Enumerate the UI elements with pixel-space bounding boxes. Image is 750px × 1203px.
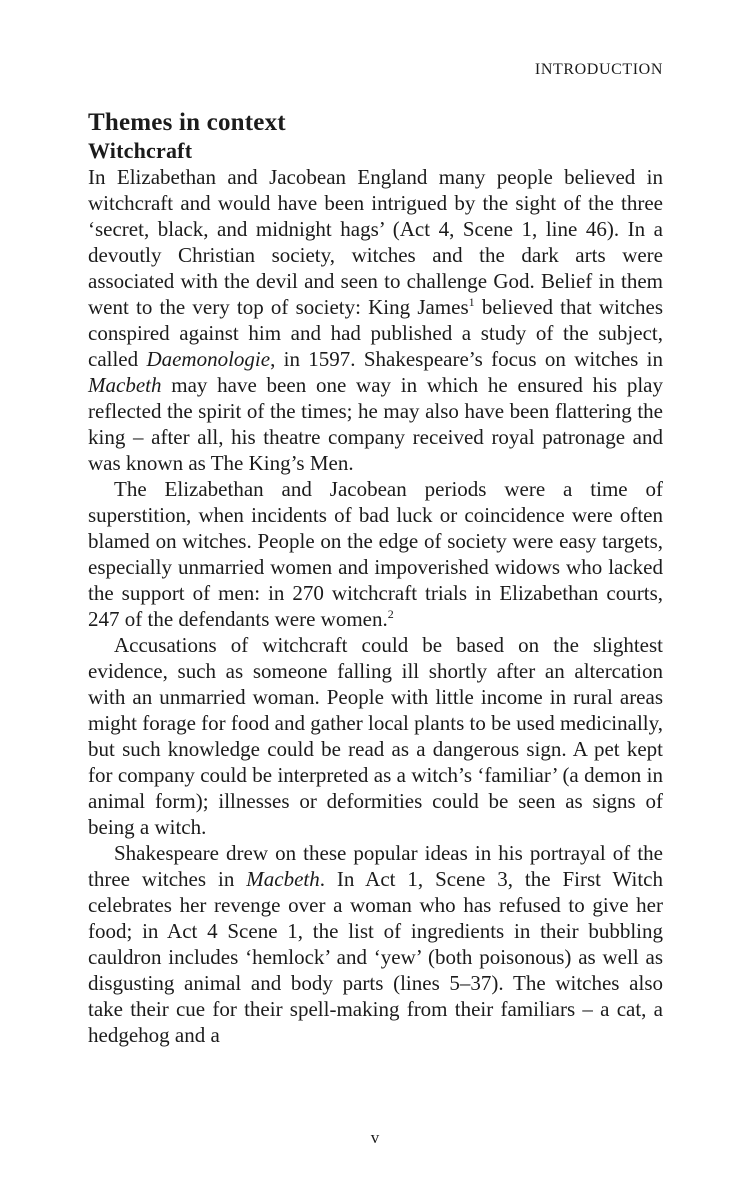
body-text	[88, 164, 663, 1048]
text-run: Daemonologie	[146, 347, 271, 371]
text-run: In Elizabethan and Jacobean England many people believed in witchcraft and would have been intrigued by the sight of the three ‘secret, black, and midnight hags’ (Act 4, Scene 1, line 46). In a devoutly Christian society, witches and the dark arts were associated with the devil and seen to challenge God. Belief in them went to the very top of society: King James	[88, 165, 663, 319]
text-run: believed that witches conspired against him and had published a study of the subject, called	[88, 295, 663, 371]
text-run: The Elizabethan and Jacobean periods were a time of superstition, when incidents of bad luck or coincidence were often blamed on witches. People on the edge of society were easy targets, especially unmarried women and impoverished widows who lacked the support of men: in 270 witchcraft trials in Elizabethan courts, 247 of the defendants were women.	[88, 477, 663, 631]
text-run: Macbeth	[246, 867, 320, 891]
text-run: Shakespeare drew on these popular ideas in his portrayal of the three witches in	[88, 841, 663, 891]
running-header: INTRODUCTION	[534, 61, 663, 78]
text-run: Accusations of witchcraft could be based on the slightest evidence, such as someone falling ill shortly after an altercation with an unmarried woman. People with little income in rural areas might forage for food and gather local plants to be used medicinally, but such knowledge could be read as a dangerous sign. A pet kept for company could be interpreted as a witch’s ‘familiar’ (a demon in animal form); illnesses or deformities could be seen as signs of being a witch.	[88, 633, 663, 839]
paragraph	[88, 632, 663, 840]
footnote-marker: 2	[387, 607, 394, 621]
paragraph	[88, 476, 663, 632]
section-title: Themes in context	[88, 109, 286, 136]
subsection-title: Witchcraft	[88, 138, 193, 163]
page-content	[88, 108, 663, 1048]
paragraph	[88, 164, 663, 476]
footnote-marker: 1	[468, 295, 475, 309]
text-run: . In Act 1, Scene 3, the First Witch celebrates her revenge over a woman who has refused to give her food; in Act 4 Scene 1, the list of ingredients in their bubbling cauldron includes ‘hemlock’ and ‘yew’ (both poisonous) as well as disgusting animal and body parts (lines 5–37). The witches also take their cue for their spell-making from their familiars – a cat, a hedgehog and a	[88, 867, 663, 1047]
text-run: , in 1597. Shakespeare’s focus on witches in	[270, 347, 663, 371]
text-run: Macbeth	[88, 373, 162, 397]
paragraph	[88, 840, 663, 1048]
text-run: may have been one way in which he ensured his play reflected the spirit of the times; he may also have been flattering the king – after all, his theatre company received royal patronage and was known as The King’s Men.	[88, 373, 663, 475]
page-number: v	[370, 1128, 380, 1147]
